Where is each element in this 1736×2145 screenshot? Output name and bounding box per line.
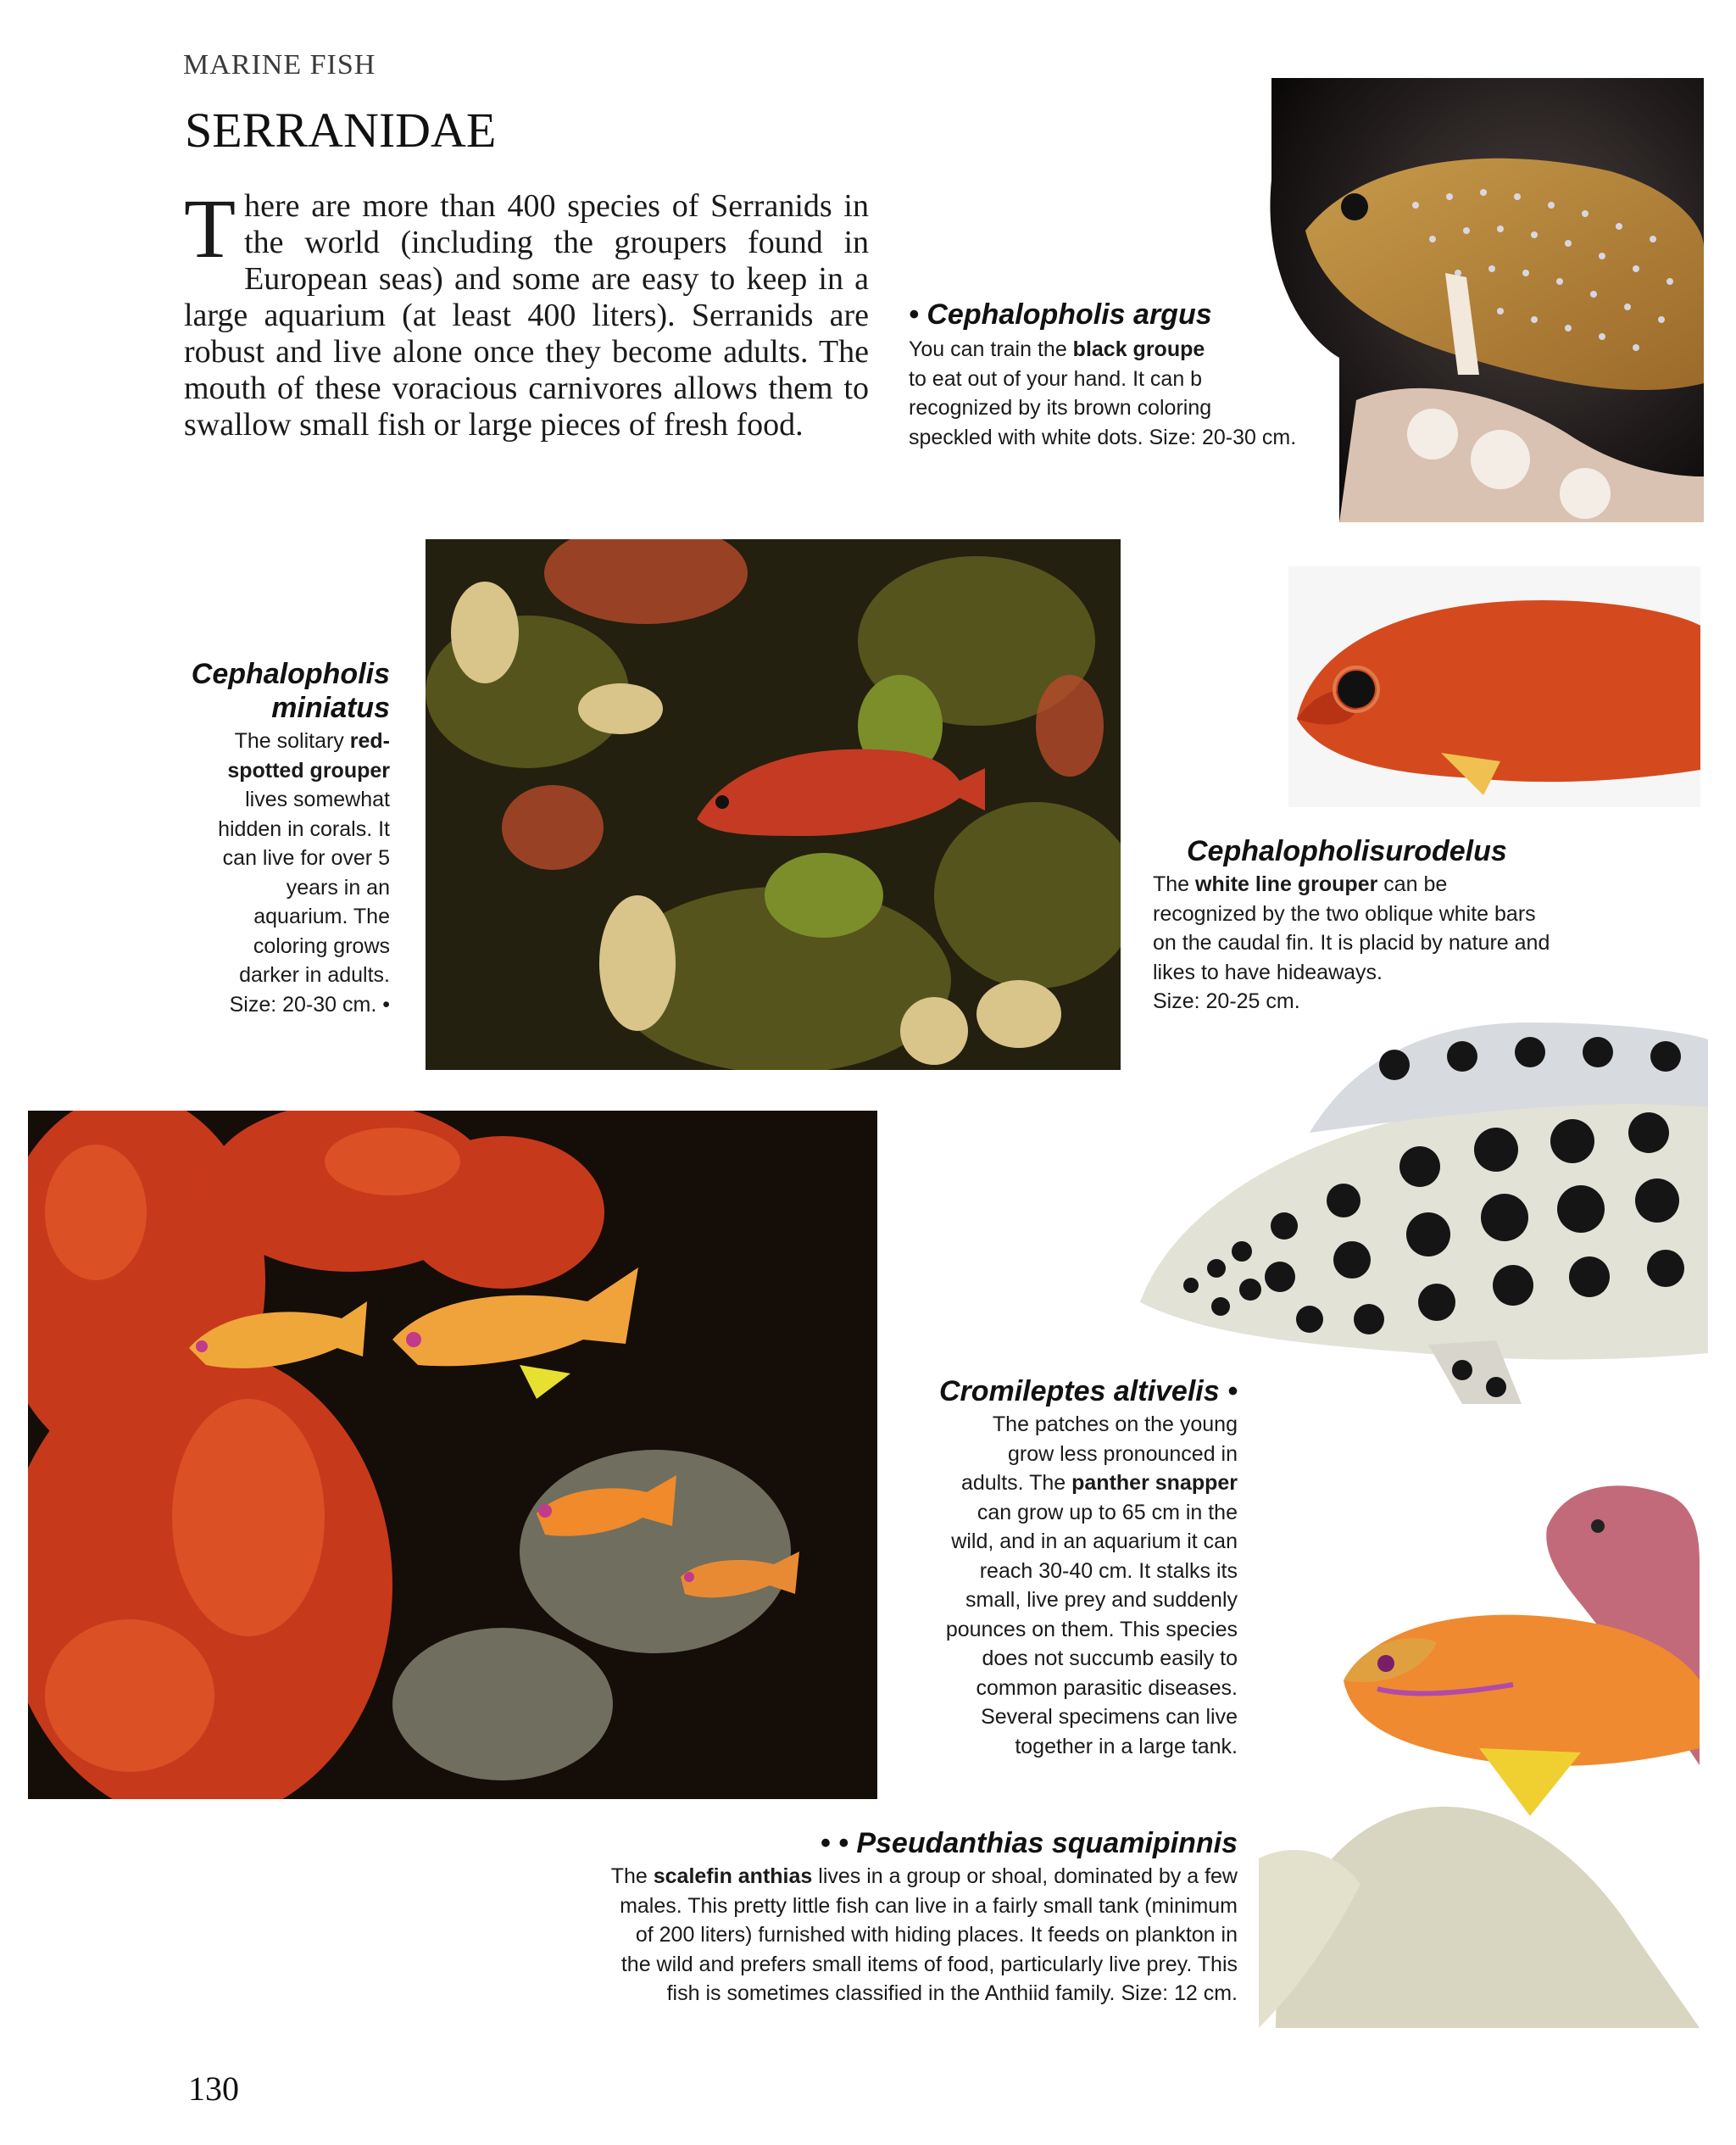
species-name-urodelus: Cephalopholisurodelus — [1187, 835, 1507, 867]
photo-cephalopholis-urodelus — [1288, 566, 1700, 807]
species-name-miniatus-line2: miniatus — [271, 692, 390, 724]
photo-anthias-shoal — [28, 1111, 877, 1799]
species-description-pseudanthias: The scalefin anthias lives in a group or shoal, dominated by a few males. This pretty little fish can live in a fairly small tank (minimum of 200 liters) furnished with hiding places. It feeds on plankton in the wild and prefers small items of food, particularly live prey. This fish is sometimes classified in the Anthiid family. Size: 12 cm. — [610, 1864, 1238, 2005]
species-miniatus — [170, 657, 390, 1019]
species-urodelus — [1153, 835, 1628, 1017]
species-description-argus: You can train the black groupe to eat out of your hand. It can b recognized by its brown coloring speckled with white dots. Size: 20-30 cm. — [909, 337, 1297, 449]
species-name-pseudanthias: • • Pseudanthias squamipinnis — [820, 1827, 1238, 1859]
species-argus — [909, 298, 1349, 452]
photo-cephalopholis-miniatus — [426, 539, 1121, 1070]
species-pseudanthias — [526, 1827, 1238, 2008]
photo-cromileptes-altivelis — [1140, 1014, 1708, 1404]
species-name-argus: • Cephalopholis argus — [909, 298, 1212, 331]
species-description-miniatus: The solitary red- spotted grouper lives somewhat hidden in corals. It can live for over 5 years in an aquarium. The coloring grows darker in adults. Size: 20-30 cm. • — [218, 729, 390, 1017]
drop-cap: T — [184, 181, 236, 276]
species-altivelis — [907, 1375, 1238, 1761]
page-number: 130 — [188, 2070, 239, 2108]
intro-paragraph — [184, 181, 869, 443]
species-description-altivelis: The patches on the young grow less pronounced in adults. The panther snapper can grow up to 65 cm in the wild, and in an aquarium it can reach 30-40 cm. It stalks its small, live prey and suddenly pounces on them. This species does not succumb easily to common parasitic diseases. Several specimens can live together in a large tank. — [945, 1412, 1238, 1758]
species-name-miniatus-line1: Cephalopholis — [191, 658, 390, 690]
intro-text: here are more than 400 species of Serranids in the world (including the groupers found in European seas) and some are easy to keep in a large aquarium (at least 400 liters). Serranids are robust and live alone once they become adults. The mouth of these voracious carnivores allows them to swallow small fish or large pieces of fresh food. — [184, 188, 869, 443]
photo-pseudanthias-squamipinnis — [1259, 1460, 1700, 2028]
section-label: MARINE FISH — [183, 49, 376, 81]
species-description-urodelus: The white line grouper can be recognized by the two oblique white bars on the caudal fin. It is placid by nature and likes to have hideaways. Size: 20-25 cm. — [1153, 872, 1550, 1013]
page-title: SERRANIDAE — [185, 103, 497, 158]
species-name-altivelis: Cromileptes altivelis • — [938, 1375, 1238, 1407]
